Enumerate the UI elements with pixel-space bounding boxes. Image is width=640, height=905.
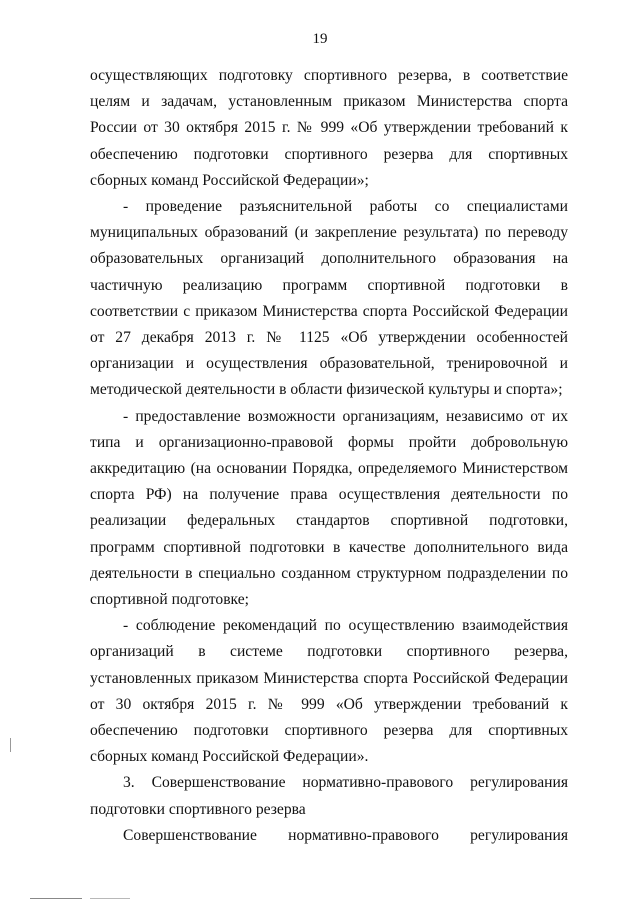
page-number: 19 [312,31,328,47]
paragraph-continuation: осуществляющих подготовку спортивного резерва, в соответствие целям и задачам, установленным приказом Министерства спорта России от 30 октября 2015 г. № 999 «Об утверждении требований к обеспечению подготовки спортивного резерва для спортивных сборных команд Российской Федерации»; [90,67,568,189]
scan-artifact-line [30,898,82,899]
list-item-accreditation: - предоставление возможности организациям, независимо от их типа и организационно-правовой формы пройти добровольную аккредитацию (на основании Порядка, определяемого Министерством спорта РФ) на получение права осуществления деятельности по реализации федеральных стандартов спортивной подготовки, программ спортивной подготовки в качестве дополнительного вида деятельности в специально созданном структурном подразделении по спортивной подготовке; [90,407,568,609]
paragraph-section-start: Совершенствование нормативно-правового регулирования [123,826,568,844]
scan-artifact [10,738,11,752]
list-item-recommendations: - соблюдение рекомендаций по осуществлению взаимодействия организаций в системе подготовки спортивного резерва, установленных приказом Министерства спорта Российской Федерации от 30 октября 2015 г. № 999 «Об утверждении требований к обеспечению подготовки спортивного резерва для спортивных сборных команд Российской Федерации». [90,617,568,766]
scan-artifact-line [90,898,130,899]
section-heading-3: 3. Совершенствование нормативно-правового регулирования подготовки спортивного резерва [90,774,568,818]
document-body [90,63,568,849]
list-item-explanatory-work: - проведение разъяснительной работы со специалистами муниципальных образований (и закрепление результата) по переводу образовательных организаций дополнительного образования на частичную реализацию программ спортивной подготовки в соответствии с приказом Министерства спорта Российской Федерации от 27 декабря 2013 г. № 1125 «Об утверждении особенностей организации и осуществления образовательной, тренировочной и методической деятельности в области физической культуры и спорта»; [90,198,568,399]
